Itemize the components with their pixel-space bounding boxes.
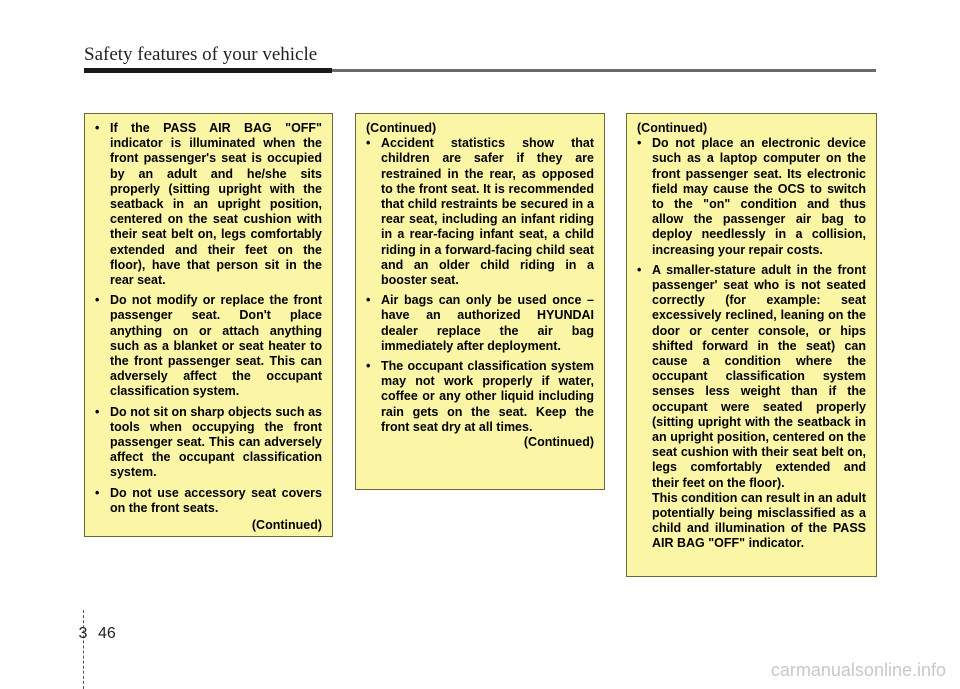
page-number-value: 46 [98,625,116,642]
bullet-icon: • [95,485,100,500]
warning-box-2 [355,113,605,490]
page-number [72,625,116,643]
bullet-icon: • [637,262,642,277]
list-item: • A smaller-stature adult in the front passenger' seat who is not seated correctly (for example: seat excessively reclined, leaning on the door or center console, or hips shifted forward in the seat) can cause a condition where the occupant classification system senses less weight than if the occupant were seated properly (sitting upright with the seatback in an upright position, centered on the seat cushion with their seat belt on, legs comfortably extended and their feet on the floor). [637,262,866,490]
list-item: • The occupant classification system may not work properly if water, coffee or any other liquid including rain gets on the seat. Keep the front seat dry at all times. [366,359,594,434]
continued-label: (Continued) [366,121,437,135]
bullet-icon: • [366,359,371,374]
bullet-icon: • [366,136,371,151]
list-item: • Air bags can only be used once – have an authorized HYUNDAI dealer replace the air bag immediately after deployment. [366,293,594,353]
warning-box-1 [84,113,333,537]
continued-label: (Continued) [251,518,322,533]
list-item: • Do not sit on sharp objects such as tools when occupying the front passenger seat. This can adversely affect the occupant classification system. [95,404,322,480]
list-item: • Do not place an electronic device such as a laptop computer on the front passenger seat. Its electronic field may cause the OCS to switch to the "on" condition and thus allow the passenger air bag to deploy needlessly in a collision, increasing your repair costs. [637,136,866,257]
page-number-divider [83,610,84,689]
list-item: • Accident statistics show that children are safer if they are restrained in the rear, as opposed to the front seat. It is recommended that child restraints be secured in a rear seat, including an infant riding in a rear-facing infant seat, a child riding in a forward-facing child seat and an older child riding in a booster seat. [366,136,594,288]
watermark: carmanualsonline.info [770,660,946,680]
list-item: • If the PASS AIR BAG "OFF" indicator is illuminated when the front passenger's seat is occupied by an adult and he/she sits properly (sitting upright with the seatback in an upright position, centered on the seat cushion with their seat belt on, legs comfortably extended and their feet on the floor), have that person sit in the rear seat. [95,121,322,288]
bullet-icon: • [637,136,642,151]
continued-label: (Continued) [637,121,708,135]
bullet-icon: • [95,404,100,419]
bullet-icon: • [366,293,371,308]
bullet-icon: • [95,293,100,308]
list-item: • Do not modify or replace the front passenger seat. Don't place anything on or attach anything such as a blanket or seat heater to the front passenger seat. This can adversely affect the occupant classification system. [95,293,322,399]
chapter-number: 3 [78,625,88,642]
warning-box-3 [626,113,877,577]
header-rule-accent [84,68,332,73]
page-header-title: Safety features of your vehicle [84,44,318,65]
list-item: • Do not use accessory seat covers on the front seats. [95,485,322,515]
bullet-icon: • [95,121,100,135]
continued-label: (Continued) [523,435,594,450]
extra-paragraph: This condition can result in an adult potentially being misclassified as a child and illumination of the PASS AIR BAG "OFF" indicator. [652,490,866,551]
